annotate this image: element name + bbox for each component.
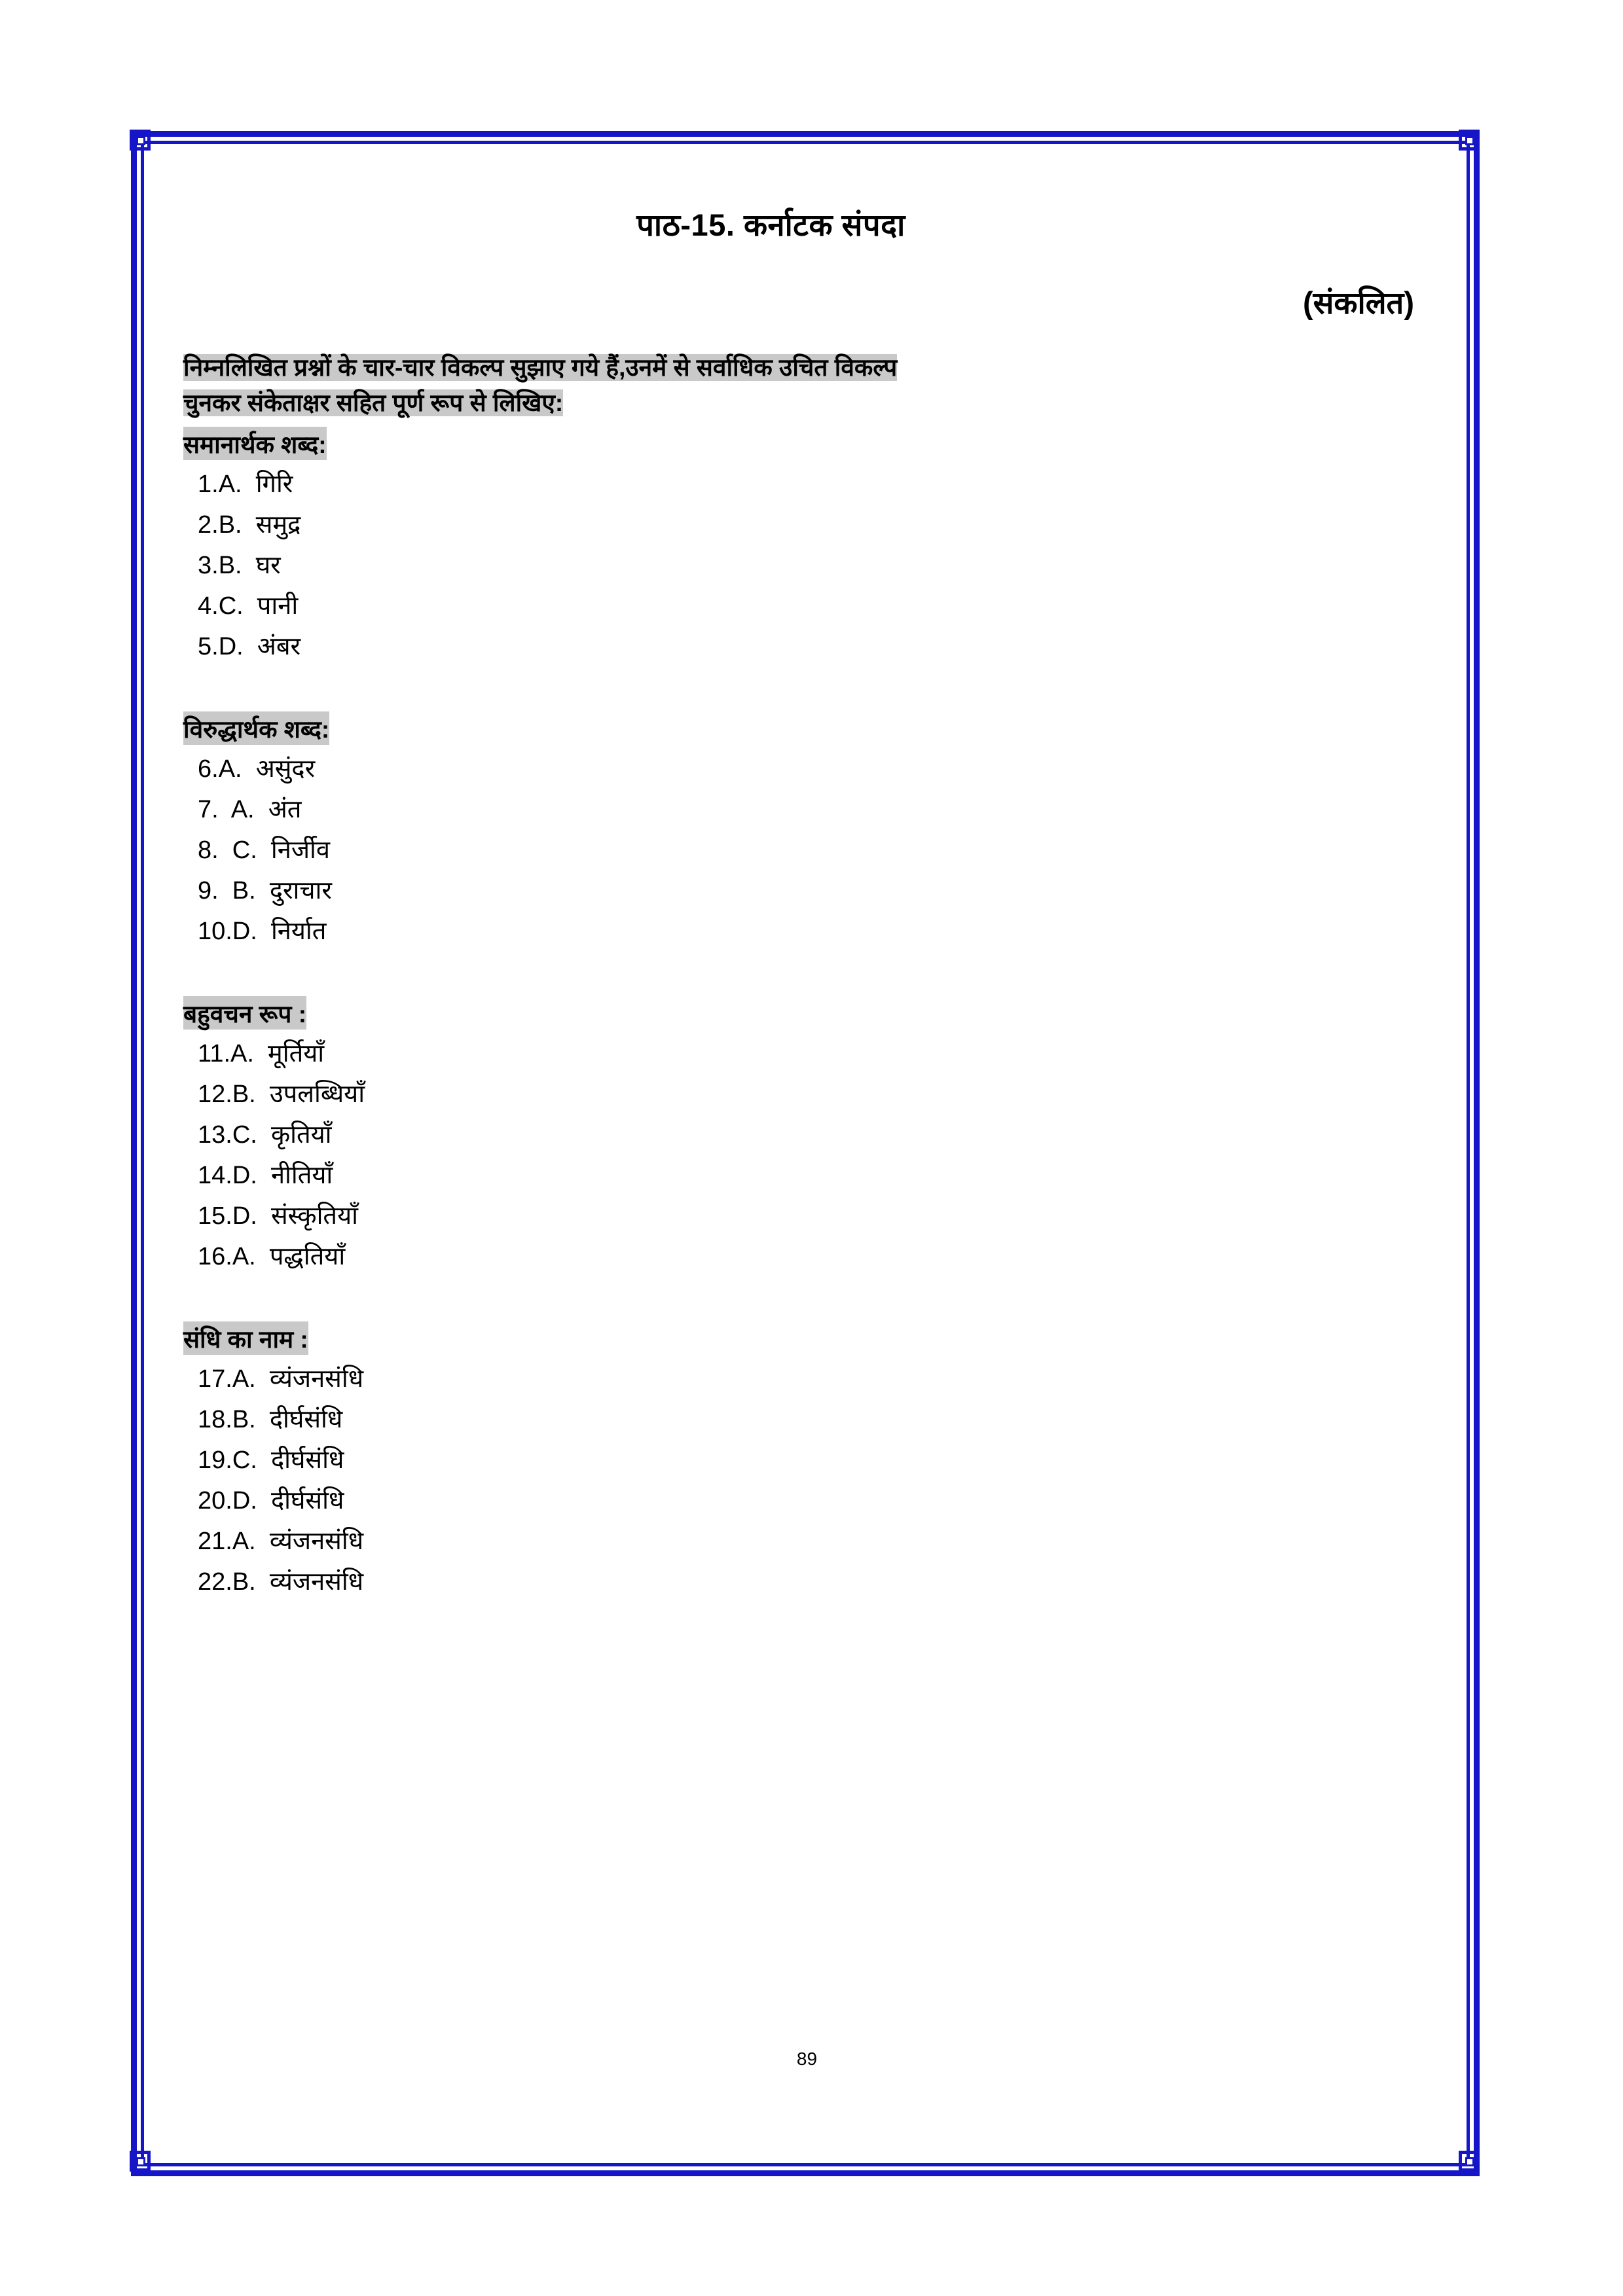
instruction-text [183,350,1355,420]
list-item: 12.B. उपलब्धियाँ [198,1081,365,1109]
list-item: 14.D. नीतियाँ [198,1162,333,1190]
list-item: 19.C. दीर्घसंधि [198,1446,344,1475]
list-item: 1.A. गिरि [198,471,293,499]
document-content [183,177,1431,2069]
answer-list [183,464,1431,667]
corner-ornament-top-right [1455,126,1485,156]
list-item: 22.B. व्यंजनसंधि [198,1568,364,1596]
list-item: 6.A. असुंदर [198,755,316,783]
list-item: 2.B. समुद्र [198,511,301,539]
section-antonyms [183,667,1431,952]
list-item: 17.A. व्यंजनसंधि [198,1365,364,1393]
section-synonyms [183,420,1431,667]
answer-list [183,1033,1431,1277]
corner-ornament-bottom-right [1455,2147,1485,2177]
list-item: 13.C. कृतियाँ [198,1121,332,1149]
section-heading: विरुद्धार्थक शब्द: [183,711,329,745]
list-item: 15.D. संस्कृतियाँ [198,1202,358,1230]
section-plural-forms [183,952,1431,1277]
section-sandhi-names [183,1277,1431,1602]
answer-list [183,1359,1431,1602]
list-item: 10.D. निर्यात [198,918,327,946]
page-title: पाठ-15. कर्नाटक संपदा [636,207,905,242]
page-subtitle: (संकलित) [1303,285,1414,320]
list-item: 7. A. अंत [198,796,302,824]
instruction-line-1: निम्नलिखित प्रश्नों के चार-चार विकल्प सुझाए गये हैं,उनमें से सर्वाधिक उचित विकल्प [183,354,898,381]
section-heading: संधि का नाम : [183,1321,308,1355]
instruction-line-2: चुनकर संकेताक्षर सहित पूर्ण रूप से लिखिए: [183,389,564,416]
corner-ornament-top-left [126,126,156,156]
list-item: 3.B. घर [198,552,281,580]
list-item: 11.A. मूर्तियाँ [198,1040,325,1068]
section-heading: समानार्थक शब्द: [183,427,327,460]
answer-list [183,749,1431,952]
page-number: 89 [796,2049,818,2069]
list-item: 18.B. दीर्घसंधि [198,1406,343,1434]
list-item: 16.A. पद्धतियाँ [198,1243,346,1271]
list-item: 4.C. पानी [198,592,299,620]
list-item: 5.D. अंबर [198,633,301,661]
list-item: 8. C. निर्जीव [198,836,331,865]
corner-ornament-bottom-left [126,2147,156,2177]
list-item: 9. B. दुराचार [198,877,332,905]
list-item: 21.A. व्यंजनसंधि [198,1528,364,1556]
list-item: 20.D. दीर्घसंधि [198,1487,344,1515]
section-heading: बहुवचन रूप : [183,996,306,1030]
